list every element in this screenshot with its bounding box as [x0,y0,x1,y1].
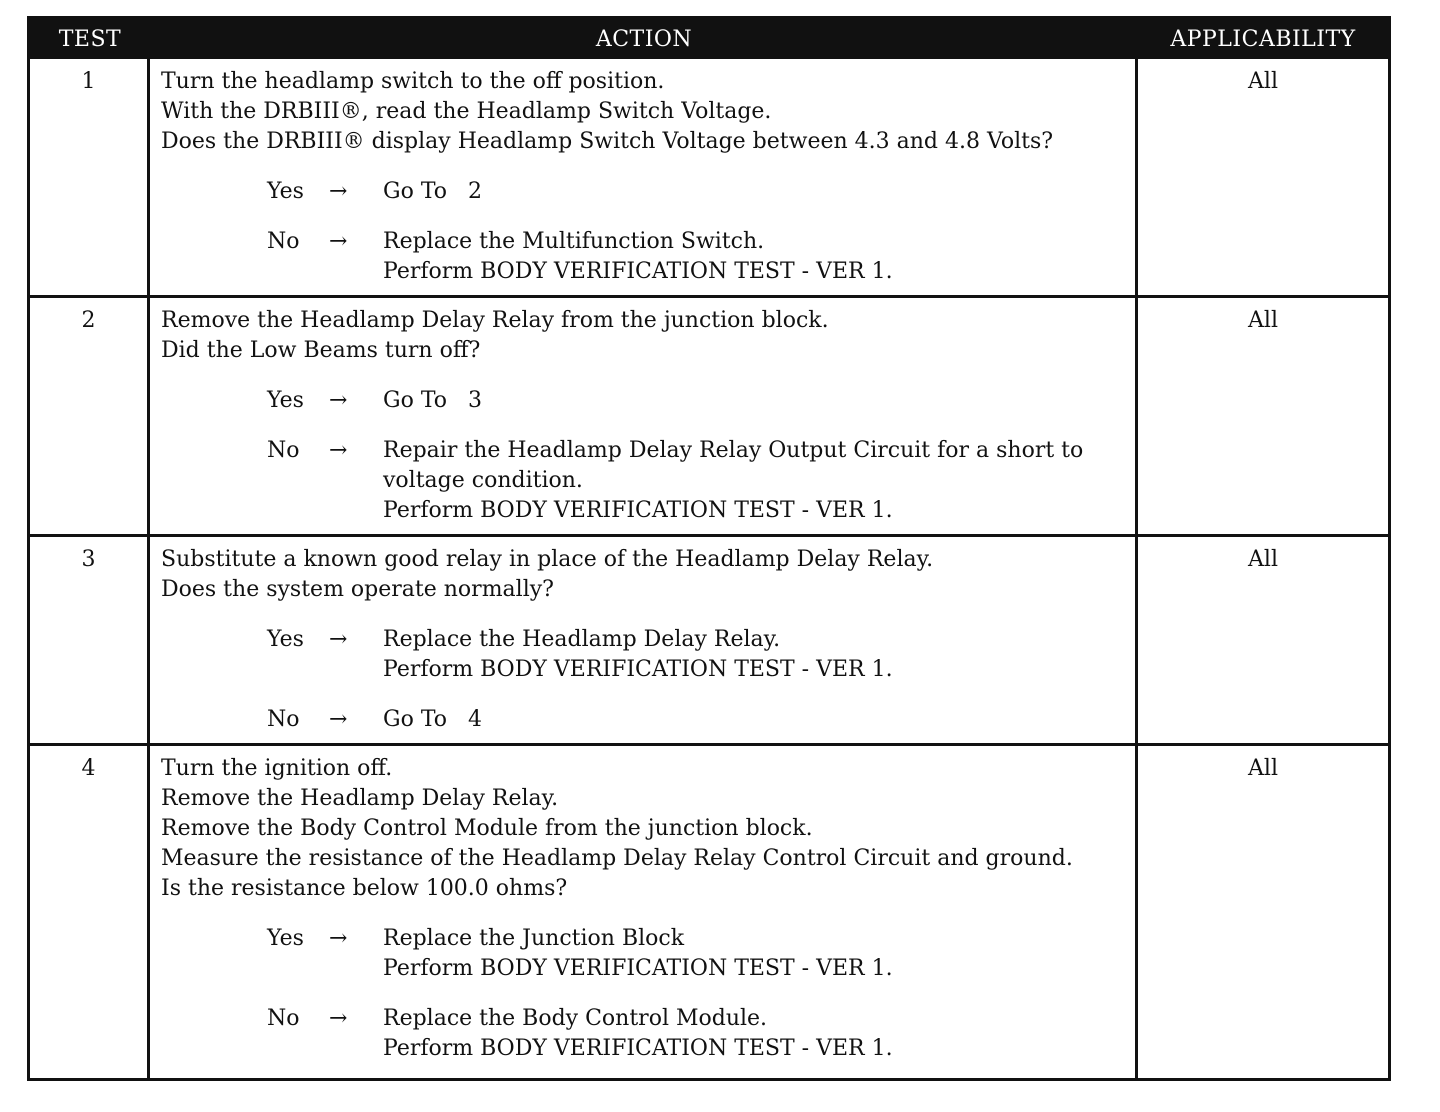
test-number: 2 [30,298,150,534]
action-cell [150,59,1138,295]
outcome-line: voltage condition. [383,468,583,493]
outcome-result [383,625,1129,685]
header-applicability: APPLICABILITY [1170,26,1356,52]
applicability-value: All [1248,756,1278,781]
outcome-line: Perform BODY VERIFICATION TEST - VER 1. [383,498,893,523]
no-outcome [161,705,1129,735]
header-test: TEST [58,26,122,52]
outcome-line: Perform BODY VERIFICATION TEST - VER 1. [383,259,893,284]
outcome-result [383,227,1129,287]
outcome-label: No [267,1006,300,1031]
table-row [30,743,1388,1078]
action-step: Remove the Headlamp Delay Relay. [161,786,559,811]
outcome-result [383,924,1129,984]
outcome-label: Yes [267,926,304,951]
applicability-value: All [1248,547,1278,572]
yes-outcome [161,924,1129,984]
outcome-line: Replace the Headlamp Delay Relay. [383,627,781,652]
table-row [30,295,1388,534]
yes-outcome [161,177,1129,207]
outcome-result [383,1004,1129,1064]
diagnostic-test-table [27,16,1391,1081]
table-row [30,534,1388,743]
table-body [30,59,1388,1078]
test-number: 1 [30,59,150,295]
arrow-right-icon: → [329,179,348,204]
table-row [30,59,1388,295]
outcome-line: Go To 2 [383,179,482,204]
outcome-line: Repair the Headlamp Delay Relay Output Circuit for a short to [383,438,1084,463]
applicability-value: All [1248,308,1278,333]
outcome-line: Perform BODY VERIFICATION TEST - VER 1. [383,956,893,981]
arrow-right-icon: → [329,229,348,254]
arrow-right-icon: → [329,926,348,951]
yes-outcome [161,386,1129,416]
outcome-line: Perform BODY VERIFICATION TEST - VER 1. [383,657,893,682]
action-step: Measure the resistance of the Headlamp Delay Relay Control Circuit and ground. [161,846,1073,871]
outcome-label: No [267,438,300,463]
header-action: ACTION [595,26,693,52]
action-step: Is the resistance below 100.0 ohms? [161,876,568,901]
outcome-label: No [267,229,300,254]
outcome-label: Yes [267,627,304,652]
action-step: Remove the Headlamp Delay Relay from the junction block. [161,308,829,333]
action-step: Does the DRBIII® display Headlamp Switch Voltage between 4.3 and 4.8 Volts? [161,129,1054,154]
action-cell [150,746,1138,1078]
no-outcome [161,436,1129,526]
action-step: With the DRBIII®, read the Headlamp Switch Voltage. [161,99,772,124]
outcome-line: Replace the Multifunction Switch. [383,229,765,254]
table-header [30,19,1388,59]
arrow-right-icon: → [329,438,348,463]
action-step: Turn the ignition off. [161,756,393,781]
arrow-right-icon: → [329,627,348,652]
action-step: Did the Low Beams turn off? [161,338,481,363]
action-cell [150,298,1138,534]
action-step: Substitute a known good relay in place of the Headlamp Delay Relay. [161,547,934,572]
outcome-result [383,436,1129,526]
outcome-label: No [267,707,300,732]
outcome-result [383,705,1129,735]
test-number: 3 [30,537,150,743]
outcome-label: Yes [267,388,304,413]
action-cell [150,537,1138,743]
arrow-right-icon: → [329,1006,348,1031]
arrow-right-icon: → [329,388,348,413]
action-step: Turn the headlamp switch to the off position. [161,69,665,94]
outcome-line: Go To 4 [383,707,482,732]
applicability-value: All [1248,69,1278,94]
no-outcome [161,227,1129,287]
no-outcome [161,1004,1129,1064]
outcome-result [383,177,1129,207]
outcome-line: Perform BODY VERIFICATION TEST - VER 1. [383,1036,893,1061]
arrow-right-icon: → [329,707,348,732]
outcome-line: Replace the Junction Block [383,926,685,951]
yes-outcome [161,625,1129,685]
test-number: 4 [30,746,150,1078]
outcome-result [383,386,1129,416]
action-step: Remove the Body Control Module from the junction block. [161,816,813,841]
action-step: Does the system operate normally? [161,577,554,602]
outcome-line: Replace the Body Control Module. [383,1006,768,1031]
outcome-label: Yes [267,179,304,204]
outcome-line: Go To 3 [383,388,482,413]
